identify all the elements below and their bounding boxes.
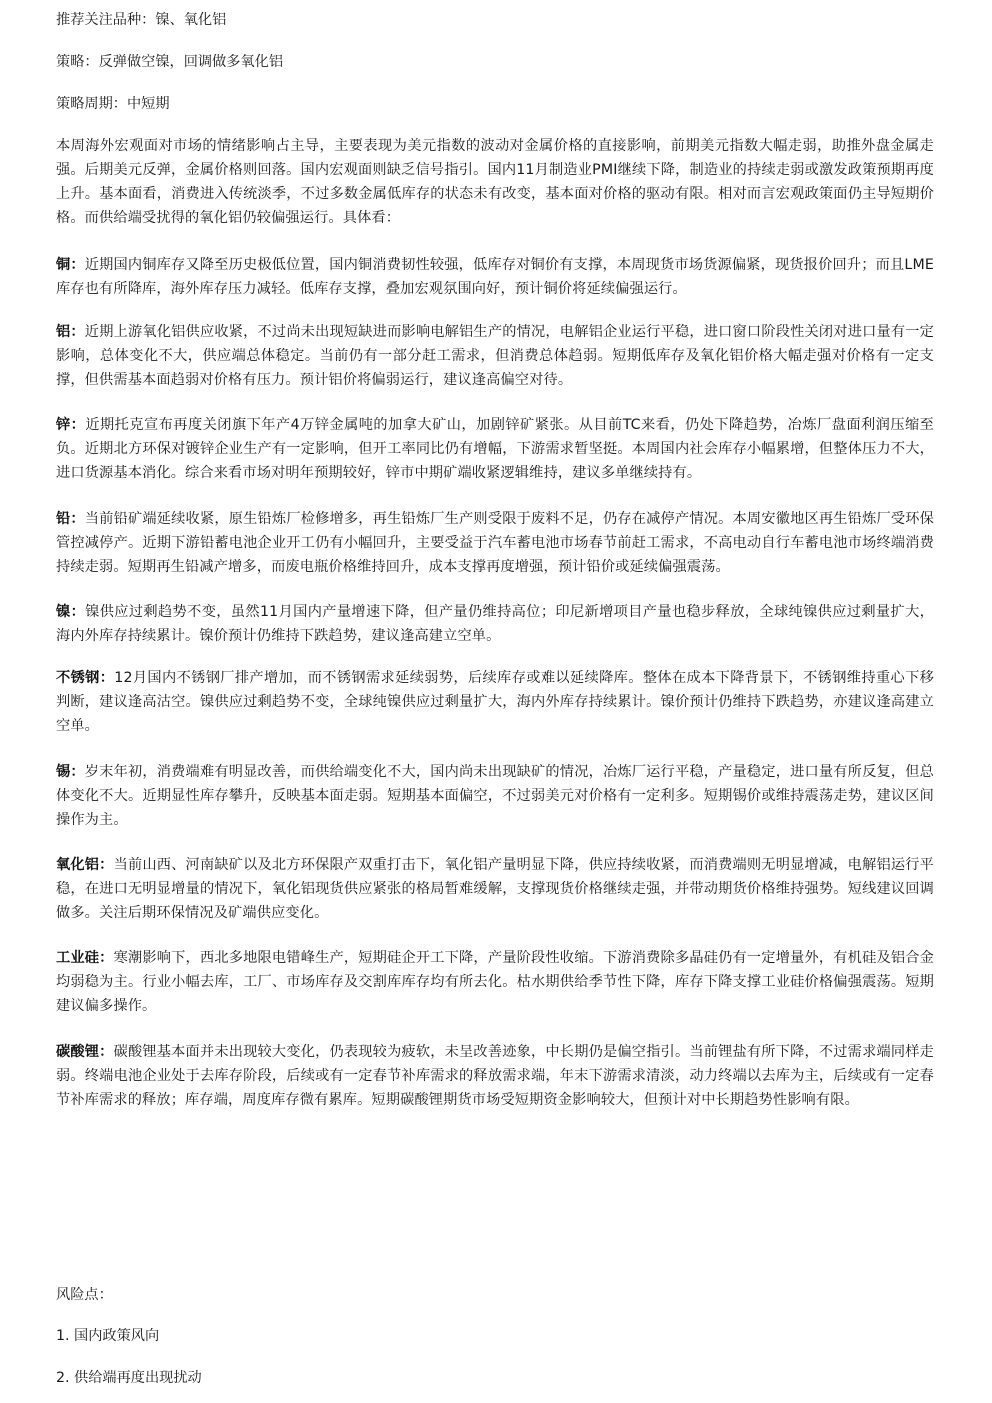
section-text: 镍供应过剩趋势不变，虽然11月国内产量增速下降，但产量仍维持高位；印尼新增项目产量也稳步释放，全球纯镍供应过剩量扩大，海内外库存持续累计。镍价预计仍维持下跌趋势，建议逢高建立空单。 <box>56 604 934 644</box>
section-text: 寒潮影响下，西北多地限电错峰生产，短期硅企开工下降，产量阶段性收缩。下游消费除多晶硅仍有一定增量外，有机硅及铝合金均弱稳为主。行业小幅去库，工厂、市场库存及交割库库存均有所去化。枯水期供给季节性下降，库存下降支撑工业硅价格偏强震荡。短期建议偏多操作。 <box>56 950 934 1014</box>
recommended-varieties: 推荐关注品种：镍、氧化铝 <box>56 12 227 28</box>
risk-item: 1. 国内政策风向 <box>56 1328 160 1344</box>
section-copper <box>56 253 934 301</box>
section-label: 氧化铝： <box>56 857 114 873</box>
section-tin <box>56 760 934 832</box>
section-label: 碳酸锂： <box>56 1044 114 1060</box>
section-alumina <box>56 853 934 925</box>
section-stainless-steel <box>56 666 934 738</box>
section-label: 锌： <box>56 417 86 433</box>
section-text: 当前山西、河南缺矿以及北方环保限产双重打击下，氧化铝产量明显下降，供应持续收紧，而消费端则无明显增减，电解铝运行平稳，在进口无明显增量的情况下，氧化铝现货供应紧张的格局暂难缓解，支撑现货价格继续走强，并带动期货价格维持强势。短线建议回调做多。关注后期环保情况及矿端供应变化。 <box>56 857 934 921</box>
strategy-period: 策略周期：中短期 <box>56 96 170 112</box>
section-nickel <box>56 600 934 648</box>
section-text: 近期上游氧化铝供应收紧，不过尚未出现短缺进而影响电解铝生产的情况，电解铝企业运行平稳，进口窗口阶段性关闭对进口量有一定影响，总体变化不大，供应端总体稳定。当前仍有一部分赶工需求，但消费总体趋弱。短期低库存及氧化铝价格大幅走强对价格有一定支撑，但供需基本面趋弱对价格有压力。预计铝价将偏弱运行，建议逢高偏空对待。 <box>56 324 934 388</box>
section-zinc <box>56 413 934 485</box>
section-aluminum <box>56 320 934 392</box>
risks-title: 风险点： <box>56 1287 113 1303</box>
section-text: 岁末年初，消费端难有明显改善，而供给端变化不大，国内尚未出现缺矿的情况，冶炼厂运行平稳，产量稳定，进口量有所反复，但总体变化不大。近期显性库存攀升，反映基本面走弱。短期基本面偏空，不过弱美元对价格有一定利多。短期锡价或维持震荡走势，建议区间操作为主。 <box>56 764 934 828</box>
section-text: 当前铅矿端延续收紧，原生铅炼厂检修增多，再生铅炼厂生产则受限于废料不足，仍存在减停产情况。本周安徽地区再生铅炼厂受环保管控减停产。近期下游铅蓄电池企业开工仍有小幅回升，主要受益于汽车蓄电池市场春节前赶工需求，不高电动自行车蓄电池市场终端消费持续走弱。短期再生铅减产增多，而废电瓶价格维持回升，成本支撑再度增强，预计铅价或延续偏强震荡。 <box>56 511 934 575</box>
section-label: 不锈钢： <box>56 670 115 686</box>
section-lithium-carbonate <box>56 1040 934 1112</box>
section-label: 锡： <box>56 764 85 780</box>
section-industrial-silicon <box>56 946 934 1018</box>
section-lead <box>56 507 934 579</box>
section-text: 近期国内铜库存又降至历史极低位置，国内铜消费韧性较强，低库存对铜价有支撑，本周现货市场货源偏紧，现货报价回升；而且LME库存也有所降库，海外库存压力减轻。低库存支撑，叠加宏观氛围向好，预计铜价将延续偏强运行。 <box>56 257 934 297</box>
section-label: 镍： <box>56 604 86 620</box>
section-label: 铜： <box>56 257 85 273</box>
section-label: 工业硅： <box>56 950 114 966</box>
risk-item: 2. 供给端再度出现扰动 <box>56 1370 202 1386</box>
strategy-line: 策略：反弹做空镍，回调做多氧化铝 <box>56 54 284 70</box>
section-text: 碳酸锂基本面并未出现较大变化，仍表现较为疲软，未呈改善迹象，中长期仍是偏空指引。当前锂盐有所下降，不过需求端同样走弱。终端电池企业处于去库存阶段，后续或有一定春节补库需求的释放需求端，年末下游需求清淡，动力终端以去库为主，后续或有一定春节补库需求的释放；库存端，周度库存微有累库。短期碳酸锂期货市场受短期资金影响较大，但预计对中长期趋势性影响有限。 <box>56 1044 934 1108</box>
section-text: 12月国内不锈钢厂排产增加，而不锈钢需求延续弱势，后续库存或难以延续降库。整体在成本下降背景下，不锈钢维持重心下移判断，建议逢高沽空。镍供应过剩趋势不变，全球纯镍供应过剩量扩大，海内外库存持续累计。镍价预计仍维持下跌趋势，亦建议逢高建立空单。 <box>56 670 934 734</box>
section-text: 近期托克宣布再度关闭旗下年产4万锌金属吨的加拿大矿山，加剧锌矿紧张。从目前TC来看，仍处下降趋势，冶炼厂盘面利润压缩至负。近期北方环保对镀锌企业生产有一定影响，但开工率同比仍有增幅，下游需求暂坚挺。本周国内社会库存小幅累增，但整体压力不大，进口货源基本消化。综合来看市场对明年预期较好，锌市中期矿端收紧逻辑维持，建议多单继续持有。 <box>56 417 934 481</box>
section-label: 铝： <box>56 324 85 340</box>
section-label: 铅： <box>56 511 85 527</box>
macro-intro-paragraph: 本周海外宏观面对市场的情绪影响占主导，主要表现为美元指数的波动对金属价格的直接影响，前期美元指数大幅走弱，助推外盘金属走强。后期美元反弹，金属价格则回落。国内宏观面则缺乏信号指引。国内11月制造业PMI继续下降，制造业的持续走弱或激发政策预期再度上升。基本面看，消费进入传统淡季，不过多数金属低库存的状态未有改变，基本面对价格的驱动有限。相对而言宏观政策面仍主导短期价格。而供给端受扰得的氧化铝仍较偏强运行。具体看： <box>56 138 934 226</box>
